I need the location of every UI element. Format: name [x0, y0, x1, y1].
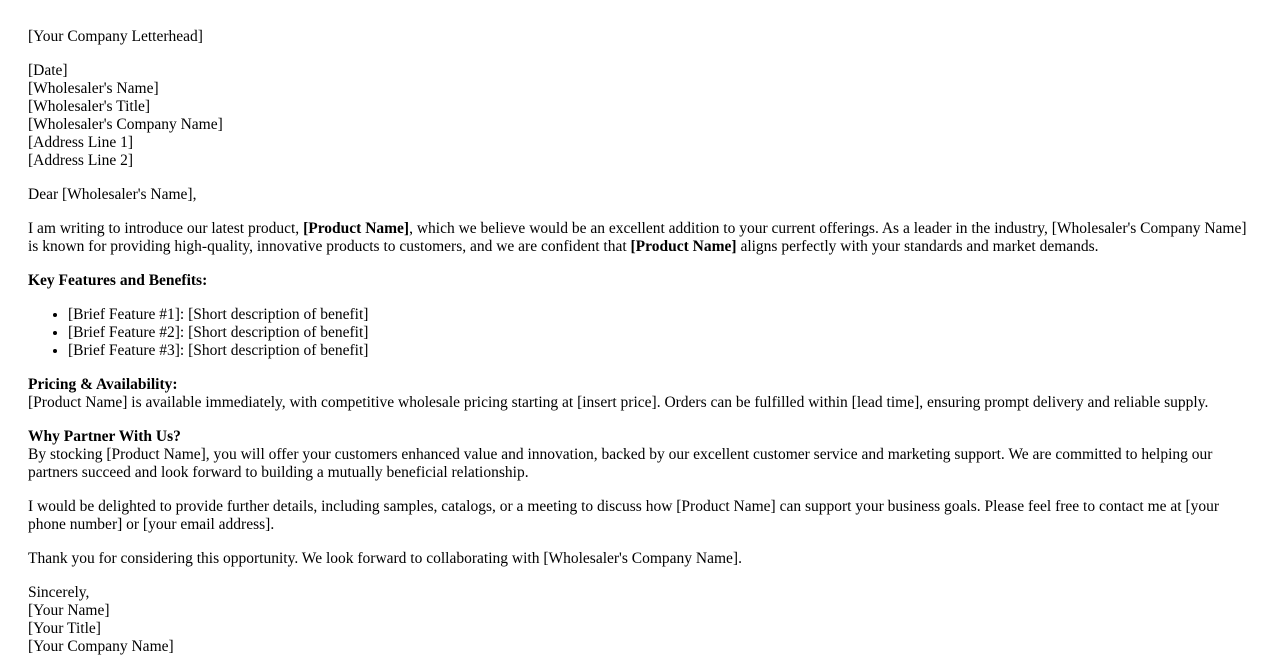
pricing-section: [28, 376, 1256, 412]
contact-paragraph: I would be delighted to provide further details, including samples, catalogs, or a meeting to discuss how [Product Name] can support your business goals. Please feel free to contact me at [your phone number] or [your email address].: [28, 498, 1220, 533]
salutation: Dear [Wholesaler's Name],: [28, 186, 197, 203]
partner-text: By stocking [Product Name], you will offer your customers enhanced value and innovation, backed by our excellent customer service and marketing support. We are committed to helping our partners succeed and look forward to building a mutually beneficial relationship.: [28, 446, 1213, 481]
address-line-1: [Address Line 1]: [28, 134, 134, 151]
features-heading-paragraph: [28, 272, 1256, 290]
closing-block: [28, 584, 1256, 656]
list-item: • [Brief Feature #2]: [Short description of benefit]: [68, 324, 1256, 342]
pricing-heading: Pricing & Availability:: [28, 376, 178, 393]
recipient-block: [28, 62, 1256, 170]
sender-name: [Your Name]: [28, 602, 110, 619]
recipient-name: [Wholesaler's Name]: [28, 80, 159, 97]
features-heading: Key Features and Benefits:: [28, 272, 208, 289]
sender-title: [Your Title]: [28, 620, 101, 637]
intro-text-2: , which we believe would be an excellent addition to your current offerings. As a leader in the industry, [Wholesaler's Company Name] is known for providing high-quality, innovative products to customers, and we are confident that: [28, 220, 1247, 255]
signoff: Sincerely,: [28, 584, 90, 601]
partner-section: [28, 428, 1256, 482]
partner-heading: Why Partner With Us?: [28, 428, 181, 445]
list-item: • [Brief Feature #1]: [Short description of benefit]: [68, 306, 1256, 324]
intro-text-3: aligns perfectly with your standards and market demands.: [736, 238, 1099, 255]
list-item: • [Brief Feature #3]: [Short description of benefit]: [68, 342, 1256, 360]
address-line-2: [Address Line 2]: [28, 152, 134, 169]
letterhead: [Your Company Letterhead]: [28, 28, 203, 45]
recipient-company: [Wholesaler's Company Name]: [28, 116, 223, 133]
features-list: [28, 306, 1256, 360]
product-name-bold-2: [Product Name]: [630, 238, 737, 255]
product-name-bold-1: [Product Name]: [303, 220, 410, 237]
thanks-paragraph: Thank you for considering this opportunity. We look forward to collaborating with [Wholesaler's Company Name].: [28, 550, 742, 567]
pricing-text: [Product Name] is available immediately, with competitive wholesale pricing starting at [insert price]. Orders can be fulfilled within [lead time], ensuring prompt delivery and reliable supply.: [28, 394, 1209, 411]
sender-company: [Your Company Name]: [28, 638, 174, 655]
intro-paragraph: [28, 220, 1256, 256]
recipient-title: [Wholesaler's Title]: [28, 98, 151, 115]
date-line: [Date]: [28, 62, 68, 79]
intro-text-1: I am writing to introduce our latest product,: [28, 220, 304, 237]
letter-document: [28, 28, 1256, 672]
